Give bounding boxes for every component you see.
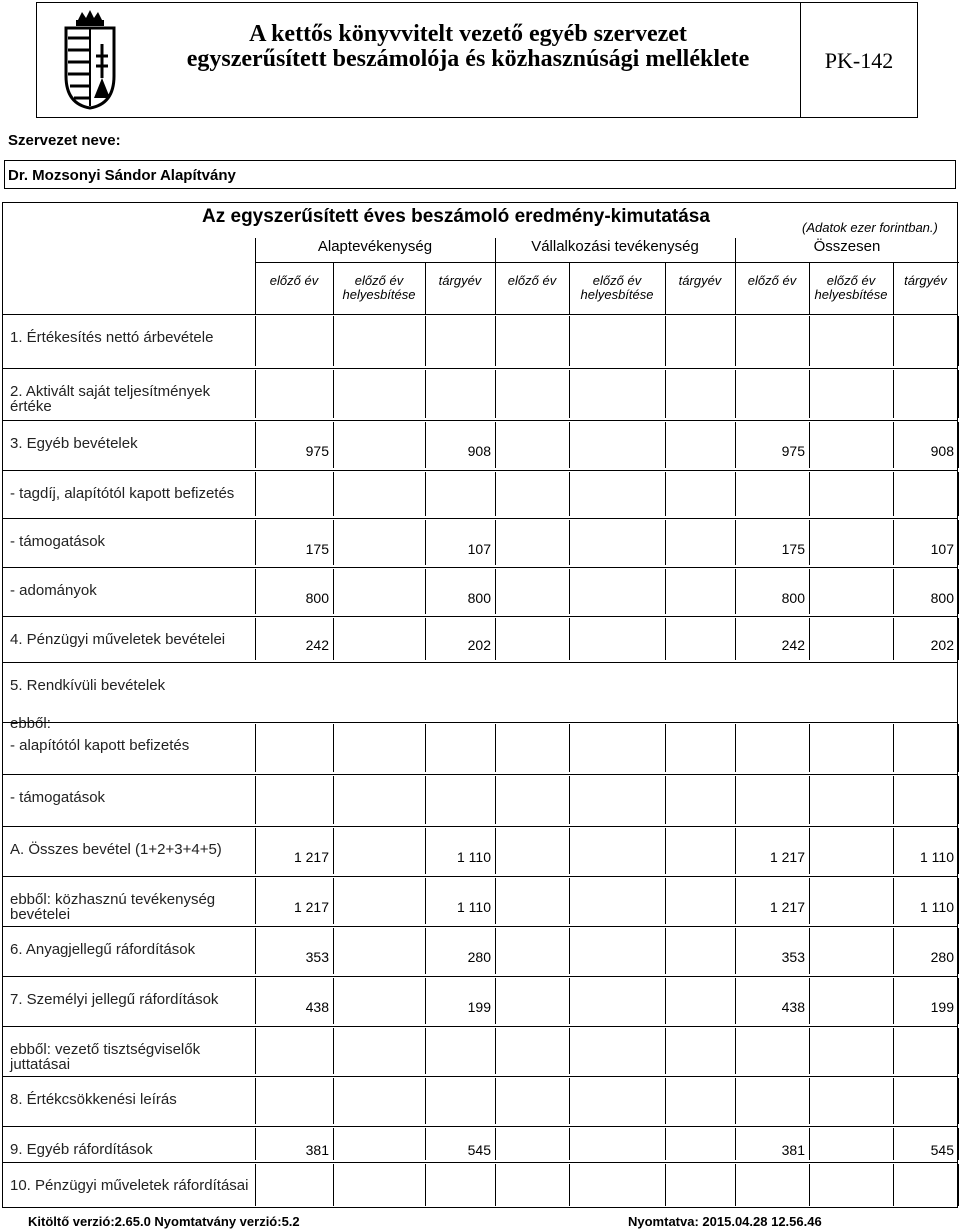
column-divider [569,776,570,824]
column-divider [735,238,736,262]
column-header [255,274,333,288]
column-header-line1: előző év [826,273,876,288]
column-header [495,274,569,288]
column-divider [569,978,570,1024]
column-divider [495,262,496,314]
value-cell: 1 110 [457,899,491,915]
column-divider [735,262,736,314]
row-divider [2,1162,958,1163]
row-label: - támogatások [10,533,106,550]
form-title-line2: egyszerűsített beszámolója és közhasznúsági melléklete [186,46,750,72]
column-divider [425,1078,426,1124]
column-divider [893,472,894,516]
column-divider [425,1164,426,1206]
column-header [569,274,665,302]
column-divider [665,618,666,660]
column-divider [333,569,334,614]
column-divider [809,776,810,824]
column-divider [665,569,666,614]
column-divider [333,520,334,565]
row-label: 10. Pénzügyi műveletek ráfordításai [10,1177,249,1194]
column-divider [333,1128,334,1160]
organization-label: Szervezet neve: [8,132,121,149]
column-divider [569,1028,570,1074]
column-divider [495,828,496,874]
value-cell: 438 [305,999,329,1015]
group-header-basic-activity: Alaptevékenység [317,238,433,255]
value-cell: 908 [467,443,491,459]
column-divider [333,618,334,660]
value-cell: 1 217 [293,899,329,915]
value-cell: 381 [781,1142,805,1158]
column-divider [665,724,666,772]
column-divider [958,828,959,874]
value-cell: 545 [930,1142,954,1158]
column-divider [893,1164,894,1206]
group-header-business-activity: Vállalkozási tevékenység [531,238,699,255]
column-divider [809,724,810,772]
value-cell: 975 [305,443,329,459]
column-divider [893,776,894,824]
row-label: 5. Rendkívüli bevételek [10,677,166,694]
column-divider [255,472,256,516]
column-divider [958,1128,959,1160]
value-cell: 1 110 [457,849,491,865]
column-header-line1: előző év [747,273,797,288]
column-divider [569,422,570,468]
column-divider [893,724,894,772]
unit-note: (Adatok ezer forintban.) [802,220,938,235]
column-divider [958,1078,959,1124]
column-divider [569,1164,570,1206]
column-divider [893,370,894,418]
column-header [665,274,735,288]
column-divider [735,316,736,366]
value-cell: 175 [305,541,329,557]
column-divider [809,262,810,314]
column-divider [735,1164,736,1206]
value-cell: 199 [467,999,491,1015]
column-header-line1: előző év [507,273,557,288]
column-divider [495,316,496,366]
column-divider [735,1078,736,1124]
column-divider [735,472,736,516]
value-cell: 107 [467,541,491,557]
column-header-line2: helyesbítése [580,287,654,302]
column-divider [333,978,334,1024]
statement-title: Az egyszerűsített éves beszámoló eredmény-kimutatása [202,206,710,227]
value-cell: 353 [305,949,329,965]
column-header-line2: helyesbítése [814,287,888,302]
column-divider [495,978,496,1024]
column-divider [495,422,496,468]
column-divider [809,978,810,1024]
column-divider [735,1028,736,1074]
row-divider [2,1126,958,1127]
column-divider [893,262,894,314]
row-divider [2,722,958,723]
column-divider [665,262,666,314]
row-label: ebből: közhasznú tevékenység bevételei [10,891,216,923]
print-timestamp: Nyomtatva: 2015.04.28 12.56.46 [628,1214,822,1229]
column-header [425,274,495,288]
column-divider [495,724,496,772]
organization-name: Dr. Mozsonyi Sándor Alapítvány [8,167,236,184]
column-divider [665,878,666,924]
column-divider [809,422,810,468]
column-divider [255,1164,256,1206]
column-divider [893,316,894,366]
group-header-total: Összesen [813,238,881,255]
row-divider [2,774,958,775]
column-divider [425,262,426,314]
column-divider [809,618,810,660]
column-header [333,274,425,302]
column-divider [495,776,496,824]
row-divider [2,876,958,877]
row-divider [2,616,958,617]
column-divider [495,370,496,418]
row-divider [2,567,958,568]
column-divider [333,776,334,824]
value-cell: 800 [305,590,329,606]
column-divider [665,776,666,824]
column-divider [333,878,334,924]
row-label: - támogatások [10,789,106,806]
row-label: 2. Aktivált saját teljesítmények értéke [10,383,211,415]
column-divider [333,1078,334,1124]
column-divider [333,370,334,418]
column-divider [569,878,570,924]
value-cell: 280 [467,949,491,965]
column-divider [958,370,959,418]
row-label: A. Összes bevétel (1+2+3+4+5) [10,841,222,858]
column-divider [809,520,810,565]
column-divider [958,1164,959,1206]
column-divider [958,878,959,924]
column-divider [255,1028,256,1074]
row-label: 3. Egyéb bevételek [10,435,138,452]
value-cell: 1 217 [769,899,805,915]
column-divider [958,316,959,366]
column-divider [569,569,570,614]
column-divider [809,828,810,874]
column-divider [495,618,496,660]
column-divider [958,1028,959,1074]
column-divider [665,520,666,565]
column-divider [735,370,736,418]
row-divider [2,1026,958,1027]
value-cell: 908 [930,443,954,459]
column-divider [569,928,570,974]
value-cell: 1 110 [920,899,954,915]
column-divider [958,724,959,772]
row-label: - alapítótól kapott befizetés [10,737,190,754]
column-divider [958,472,959,516]
column-divider [333,1164,334,1206]
column-divider [735,724,736,772]
row-label: ebből: [10,715,51,732]
column-divider [333,1028,334,1074]
row-label: 1. Értékesítés nettó árbevétele [10,329,214,346]
row-label: - adományok [10,582,97,599]
column-divider [665,472,666,516]
column-divider [495,878,496,924]
value-cell: 107 [930,541,954,557]
column-divider [665,316,666,366]
value-cell: 199 [930,999,954,1015]
column-divider [425,724,426,772]
value-cell: 202 [467,637,491,653]
value-cell: 381 [305,1142,329,1158]
value-cell: 353 [781,949,805,965]
column-divider [893,1028,894,1074]
row-label: - tagdíj, alapítótól kapott befizetés [10,485,235,502]
column-divider [569,828,570,874]
row-label: 8. Értékcsökkenési leírás [10,1091,177,1108]
column-divider [333,928,334,974]
column-divider [809,1078,810,1124]
row-divider [2,662,958,663]
column-divider [958,978,959,1024]
group-header-rule [255,262,959,263]
column-header [809,274,893,302]
column-header-line1: előző év [354,273,404,288]
column-divider [569,262,570,314]
row-label: 7. Személyi jellegű ráfordítások [10,991,219,1008]
form-title-line1: A kettős könyvvitelt vezető egyéb szervezet [249,21,687,47]
column-divider [425,316,426,366]
value-cell: 800 [930,590,954,606]
value-cell: 1 217 [293,849,329,865]
column-divider [809,569,810,614]
header-bottom-rule [2,314,958,315]
column-divider [495,928,496,974]
column-divider [665,1078,666,1124]
column-divider [495,520,496,565]
column-divider [495,1078,496,1124]
column-divider [333,422,334,468]
column-divider [495,569,496,614]
column-divider [569,1128,570,1160]
column-divider [958,569,959,614]
column-header [893,274,958,288]
column-divider [333,828,334,874]
row-divider [2,1076,958,1077]
column-divider [255,1078,256,1124]
value-cell: 1 110 [920,849,954,865]
row-divider [2,826,958,827]
column-divider [809,928,810,974]
column-divider [569,370,570,418]
column-header-line1: előző év [269,273,319,288]
column-divider [495,1028,496,1074]
row-label: 9. Egyéb ráfordítások [10,1141,153,1158]
column-divider [255,776,256,824]
column-divider [255,370,256,418]
row-label: ebből: vezető tisztségviselők juttatásai [10,1041,201,1073]
column-divider [809,1028,810,1074]
column-divider [665,1164,666,1206]
column-divider [665,828,666,874]
column-divider [665,978,666,1024]
column-divider [809,1164,810,1206]
column-divider [333,316,334,366]
column-divider [958,618,959,660]
column-divider [569,520,570,565]
column-divider [569,316,570,366]
row-divider [2,420,958,421]
value-cell: 975 [781,443,805,459]
column-divider [495,472,496,516]
column-divider [958,422,959,468]
row-divider [2,926,958,927]
column-divider [735,776,736,824]
column-divider [425,472,426,516]
column-divider [809,878,810,924]
row-label: 4. Pénzügyi műveletek bevételei [10,631,226,648]
column-divider [495,1128,496,1160]
value-cell: 242 [781,637,805,653]
column-header-line1: tárgyév [438,273,482,288]
column-divider [425,1028,426,1074]
column-header-line1: tárgyév [904,273,947,288]
value-cell: 1 217 [769,849,805,865]
column-divider [569,472,570,516]
column-divider [333,262,334,314]
column-divider [665,928,666,974]
value-cell: 800 [781,590,805,606]
column-divider [333,472,334,516]
column-divider [495,1164,496,1206]
column-divider [809,316,810,366]
form-title [140,22,796,72]
column-divider [665,370,666,418]
column-header-line1: előző év [592,273,642,288]
column-divider [495,238,496,262]
value-cell: 202 [930,637,954,653]
column-header-line2: helyesbítése [342,287,416,302]
column-divider [255,316,256,366]
column-divider [569,724,570,772]
value-cell: 545 [467,1142,491,1158]
column-divider [958,776,959,824]
column-divider [893,1078,894,1124]
column-divider [665,422,666,468]
column-divider [569,1078,570,1124]
row-divider [2,368,958,369]
column-divider [958,520,959,565]
column-divider [809,472,810,516]
column-divider [809,370,810,418]
column-header [735,274,809,288]
column-divider [809,1128,810,1160]
version-info: Kitöltő verzió:2.65.0 Nyomtatvány verzió:5.2 [28,1214,300,1229]
row-divider [2,518,958,519]
row-divider [2,470,958,471]
value-cell: 438 [781,999,805,1015]
row-label: 6. Anyagjellegű ráfordítások [10,941,196,958]
column-divider [333,724,334,772]
column-divider [569,618,570,660]
column-header-line1: tárgyév [678,273,722,288]
column-divider [958,928,959,974]
value-cell: 280 [930,949,954,965]
column-divider [255,724,256,772]
value-cell: 175 [781,541,805,557]
column-divider [255,238,256,262]
coat-of-arms-icon [58,6,122,110]
value-cell: 242 [305,637,329,653]
value-cell: 800 [467,590,491,606]
column-divider [255,262,256,314]
form-code: PK-142 [824,48,894,73]
column-divider [665,1128,666,1160]
column-divider [425,776,426,824]
column-divider [665,1028,666,1074]
row-divider [2,976,958,977]
column-divider [425,370,426,418]
